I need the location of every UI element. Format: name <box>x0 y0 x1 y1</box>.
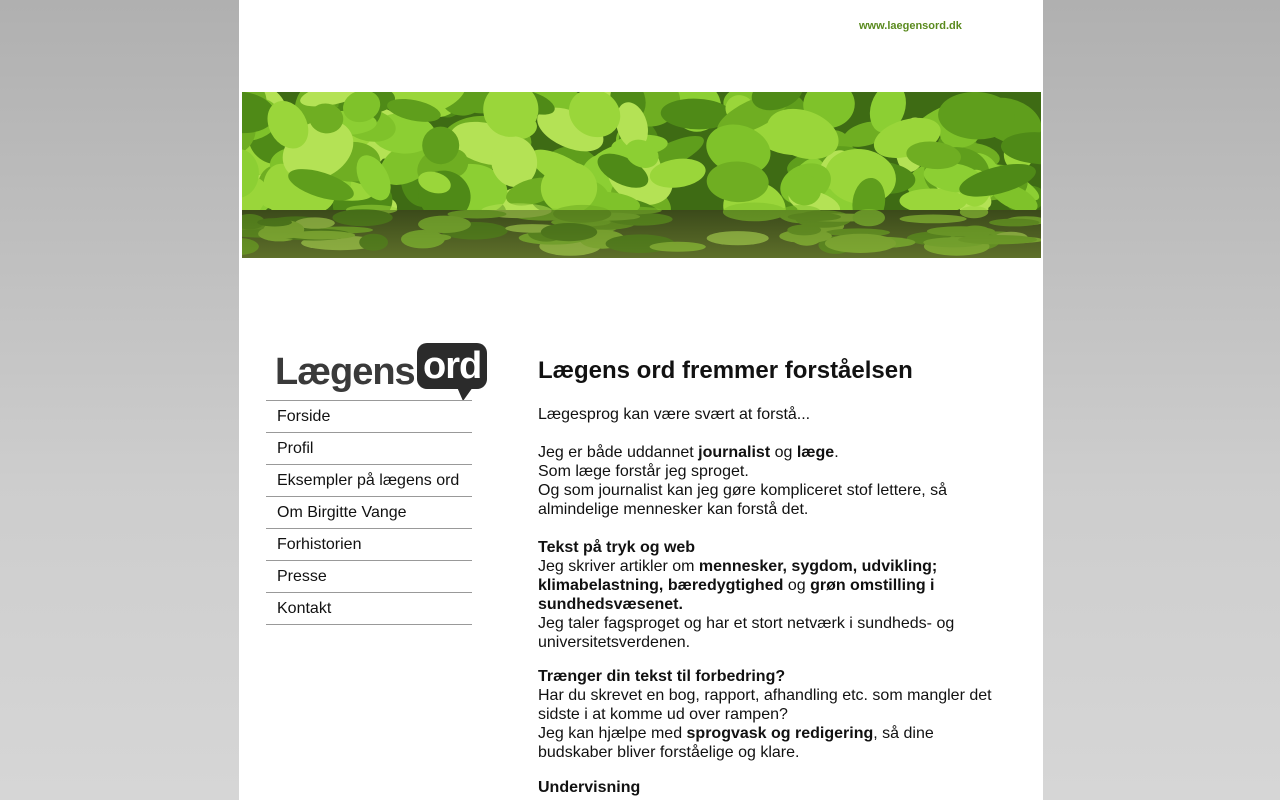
nav-item-forhistorien[interactable]: Forhistorien <box>266 529 472 561</box>
doctor-line: Som læge forstår jeg sproget. <box>538 463 749 480</box>
articles-paragraph: Jeg skriver artikler om mennesker, sygdom, udvikling; klimabelastning, bæredygtighed og grøn omstilling i sundhedsvæsenet. <box>538 558 938 613</box>
intro-text: Lægesprog kan være svært at forstå... <box>538 406 811 423</box>
main-navigation <box>266 400 472 625</box>
nav-item-kontakt[interactable]: Kontakt <box>266 593 472 625</box>
main-content <box>538 355 1008 797</box>
nav-item-eksempler[interactable]: Eksempler på lægens ord <box>266 465 472 497</box>
book-question-paragraph: Har du skrevet en bog, rapport, afhandling etc. som mangler det sidste i at komme ud over rampen? <box>538 687 992 723</box>
site-url-link[interactable]: www.laegensord.dk <box>859 20 962 32</box>
journalist-line: Og som journalist kan jeg gøre kompliceret stof lettere, så almindelige mennesker kan forstå det. <box>538 482 948 518</box>
logo-word: Lægens <box>275 351 415 393</box>
page-container <box>239 0 1043 800</box>
nav-item-om-birgitte-vange[interactable]: Om Birgitte Vange <box>266 497 472 529</box>
logo-word-ord: ord <box>423 345 482 387</box>
logo-speech-bubble-icon <box>417 343 487 389</box>
page-title: Lægens ord fremmer forståelsen <box>538 357 913 384</box>
nav-item-profil[interactable]: Profil <box>266 433 472 465</box>
section-heading-undervisning: Undervisning <box>538 779 641 796</box>
profession-paragraph: Jeg er både uddannet journalist og læge. <box>538 444 839 461</box>
nav-item-presse[interactable]: Presse <box>266 561 472 593</box>
laegens-ord-logo <box>275 343 489 401</box>
network-paragraph: Jeg taler fagsproget og har et stort netværk i sundheds- og universitetsverdenen. <box>538 615 955 651</box>
section-heading-forbedring: Trænger din tekst til forbedring? <box>538 668 786 685</box>
section-heading-tekst: Tekst på tryk og web <box>538 539 696 556</box>
nav-item-forside[interactable]: Forside <box>266 401 472 433</box>
header-banner-image <box>242 92 1041 258</box>
editing-paragraph: Jeg kan hjælpe med sprogvask og redigering, så dine budskaber bliver forståelige og klare. <box>538 725 934 761</box>
